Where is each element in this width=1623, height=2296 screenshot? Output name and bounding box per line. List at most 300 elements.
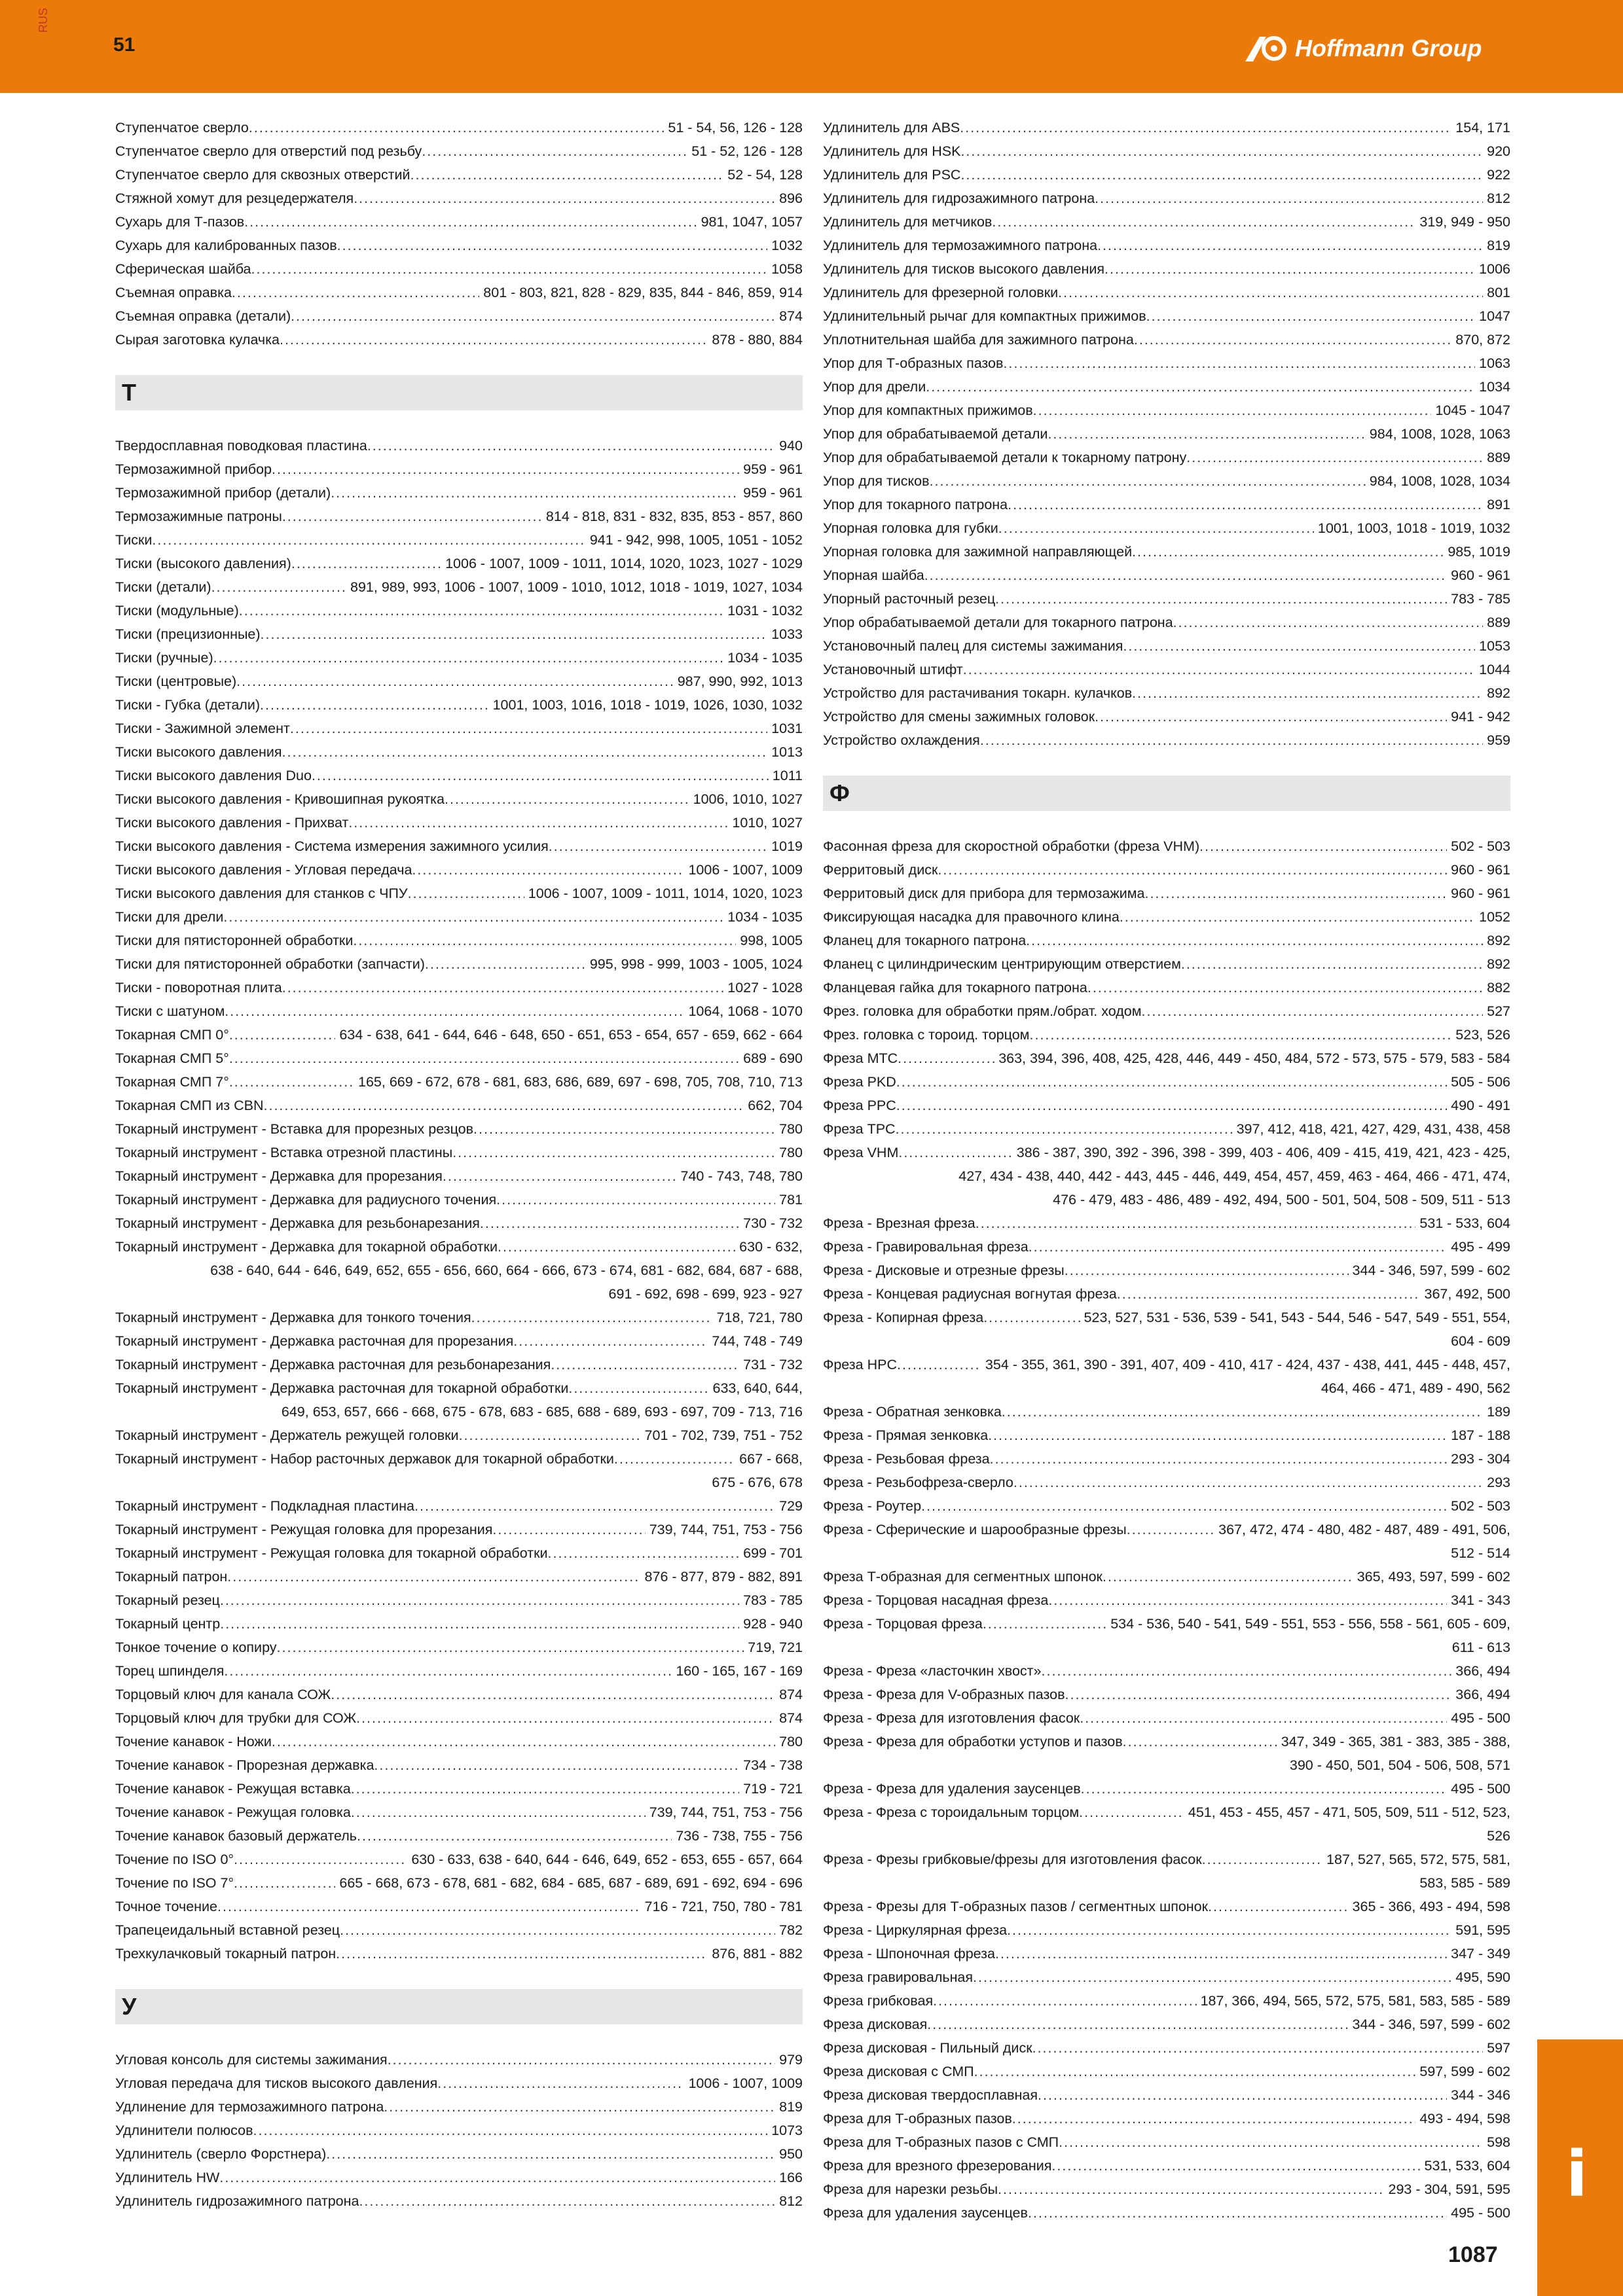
- dot-leader: [445, 787, 689, 811]
- dot-leader: [549, 834, 767, 858]
- dot-leader: [408, 882, 524, 905]
- entry-term: Фланцевая гайка для токарного патрона: [823, 980, 1087, 996]
- entry-term: Токарный инструмент - Державка для тонкого точения: [115, 1310, 471, 1325]
- entry-pages: 984, 1008, 1028, 1063: [1369, 426, 1510, 442]
- dot-leader: [614, 1447, 735, 1471]
- dot-leader: [340, 1918, 775, 1942]
- entry-pages: 1010, 1027: [732, 815, 803, 831]
- index-entry: [823, 999, 1510, 1023]
- dot-leader: [282, 976, 724, 999]
- entry-term: Фреза - Фреза для V-образных пазов: [823, 1687, 1065, 1702]
- index-entry: [115, 434, 803, 457]
- dot-leader: [229, 1047, 739, 1070]
- index-entry: [823, 2154, 1510, 2178]
- index-entry: [115, 1424, 803, 1447]
- index-entry: [823, 375, 1510, 399]
- entry-term: Токарный инструмент - Режущая головка для прорезания: [115, 1522, 493, 1537]
- dot-leader: [336, 1942, 708, 1965]
- entry-pages: 597, 599 - 602: [1419, 2064, 1510, 2079]
- entry-term: Торцовый ключ для трубки для СОЖ: [115, 1710, 357, 1726]
- entry-term: Фреза - Шпоночная фреза: [823, 1946, 995, 1962]
- entry-pages: 699 - 701: [743, 1545, 803, 1561]
- dot-leader: [1079, 1801, 1184, 1824]
- dot-leader: [498, 1235, 735, 1259]
- dot-leader: [963, 658, 1475, 681]
- entry-pages: 1053: [1479, 638, 1510, 654]
- entry-term: Фреза - Фреза для обработки уступов и пазов: [823, 1734, 1123, 1749]
- entry-term: Фреза - Фрезы грибковые/фрезы для изготовления фасок: [823, 1852, 1202, 1867]
- entry-pages: 995, 998 - 999, 1003 - 1005, 1024: [589, 956, 803, 972]
- dot-leader: [924, 564, 1447, 587]
- dot-leader: [291, 304, 775, 328]
- entry-pages: 719, 721: [748, 1640, 803, 1655]
- dot-leader: [357, 1824, 672, 1848]
- index-entry-continuation: 691 - 692, 698 - 699, 923 - 927: [608, 1286, 803, 1302]
- dot-leader: [272, 457, 739, 481]
- index-entry: [115, 1730, 803, 1753]
- entry-term: Тиски высокого давления для станков с ЧПУ: [115, 886, 408, 901]
- index-entry: [115, 787, 803, 811]
- entry-term: Ферритовый диск для прибора для термозажима: [823, 886, 1145, 901]
- dot-leader: [1003, 351, 1475, 375]
- dot-leader: [253, 2119, 768, 2142]
- index-entry: [823, 905, 1510, 929]
- entry-term: Термозажимной прибор (детали): [115, 485, 331, 501]
- entry-pages: 597: [1487, 2040, 1510, 2056]
- entry-pages: 527: [1487, 1003, 1510, 1019]
- index-entry: [823, 1306, 1510, 1329]
- section-header-f: [823, 776, 1510, 811]
- entry-pages: 397, 412, 418, 421, 427, 429, 431, 438, 458: [1236, 1121, 1510, 1137]
- index-entry: [115, 1871, 803, 1895]
- entry-term: Фреза для Т-образных пазов: [823, 2111, 1012, 2126]
- dot-leader: [1065, 1683, 1452, 1706]
- entry-pages: 165, 669 - 672, 678 - 681, 683, 686, 689, 697 - 698, 705, 708, 710, 713: [358, 1074, 803, 1090]
- index-entry: [823, 1141, 1510, 1164]
- entry-term: Тиски высокого давления - Прихват: [115, 815, 349, 831]
- entry-term: Уплотнительная шайба для зажимного патрона: [823, 332, 1134, 348]
- index-entry: [823, 1070, 1510, 1094]
- dot-leader: [282, 505, 542, 528]
- entry-term: Фреза Т-образная для сегментных шпонок: [823, 1569, 1103, 1585]
- index-entry: [115, 1023, 803, 1047]
- entry-pages: 819: [779, 2099, 803, 2115]
- index-entry: [823, 952, 1510, 976]
- entry-pages: 950: [779, 2146, 803, 2162]
- index-entry: [823, 516, 1510, 540]
- entry-pages: 716 - 721, 750, 780 - 781: [644, 1899, 803, 1914]
- index-entry: [823, 634, 1510, 658]
- entry-term: Токарный инструмент - Державка для токарной обработки: [115, 1239, 498, 1255]
- index-column-right: [823, 116, 1510, 2225]
- entry-pages: 630 - 632,: [739, 1239, 803, 1255]
- dot-leader: [220, 1612, 739, 1636]
- entry-pages: 1027 - 1028: [727, 980, 803, 996]
- dot-leader: [219, 2166, 775, 2189]
- index-entry: [823, 1094, 1510, 1117]
- dot-leader: [548, 1541, 740, 1565]
- index-entry: [115, 2119, 803, 2142]
- entry-pages: 878 - 880, 884: [712, 332, 803, 348]
- entry-pages: 870, 872: [1455, 332, 1510, 348]
- index-entry: [823, 1683, 1510, 1706]
- index-entry: [115, 1612, 803, 1636]
- index-entry: [823, 587, 1510, 611]
- entry-term: Точение канавок - Ножи: [115, 1734, 272, 1749]
- dot-leader: [1097, 234, 1483, 257]
- entry-term: Тиски для пятисторонней обработки: [115, 933, 354, 948]
- dot-leader: [990, 1447, 1448, 1471]
- entry-term: Фреза - Дисковые и отрезные фрезы: [823, 1263, 1065, 1278]
- dot-leader: [998, 2178, 1384, 2201]
- dot-leader: [568, 1376, 708, 1400]
- entry-pages: 451, 453 - 455, 457 - 471, 505, 509, 511 - 512, 523,: [1188, 1804, 1510, 1820]
- entry-term: Тиски: [115, 532, 153, 548]
- index-entry: [823, 351, 1510, 375]
- index-entry: [823, 281, 1510, 304]
- info-icon: i: [1566, 2138, 1588, 2211]
- index-entry: [823, 1565, 1510, 1588]
- index-entry: [823, 564, 1510, 587]
- index-entry: [115, 1753, 803, 1777]
- index-entry: [115, 1801, 803, 1824]
- index-entry: [115, 1235, 803, 1259]
- dot-leader: [239, 599, 723, 622]
- dot-leader: [1051, 2154, 1420, 2178]
- dot-leader: [496, 1188, 775, 1211]
- dot-leader: [1104, 257, 1475, 281]
- dot-leader: [244, 210, 697, 234]
- index-entry: [115, 1329, 803, 1353]
- entry-term: Удлинитель для термозажимного патрона: [823, 238, 1098, 253]
- entry-term: Токарный инструмент - Держатель режущей головки: [115, 1427, 459, 1443]
- index-entry: [823, 2107, 1510, 2130]
- index-entry: [823, 257, 1510, 281]
- entry-term: Тиски (центровые): [115, 673, 237, 689]
- entry-pages: 1073: [771, 2123, 803, 2138]
- index-entry: [823, 1895, 1510, 1918]
- entry-term: Съемная оправка: [115, 285, 232, 300]
- entry-term: Токарный инструмент - Набор расточных державок для токарной обработки: [115, 1451, 614, 1467]
- entry-term: Фреза - Резьбовая фреза: [823, 1451, 990, 1467]
- index-entry: [823, 139, 1510, 163]
- entry-term: Фреза гравировальная: [823, 1969, 974, 1985]
- index-entry: [115, 1683, 803, 1706]
- dot-leader: [1013, 1471, 1483, 1494]
- index-entry: [823, 2013, 1510, 2036]
- index-entry: [115, 163, 803, 187]
- entry-pages: 812: [779, 2193, 803, 2209]
- dot-leader: [229, 1023, 336, 1047]
- index-entry: [115, 882, 803, 905]
- entry-term: Сырая заготовка кулачка: [115, 332, 280, 348]
- entry-term: Фреза VHM: [823, 1145, 899, 1160]
- index-entry: [115, 2048, 803, 2072]
- index-entry: [823, 1259, 1510, 1282]
- entry-pages: 928 - 940: [743, 1616, 803, 1632]
- index-entry: [823, 2201, 1510, 2225]
- entry-pages: 979: [779, 2052, 803, 2068]
- entry-pages: 1034 - 1035: [727, 909, 803, 925]
- index-entry: [115, 999, 803, 1023]
- entry-term: Фреза для удаления заусенцев: [823, 2205, 1028, 2221]
- entry-term: Токарный инструмент - Режущая головка для токарной обработки: [115, 1545, 548, 1561]
- dot-leader: [331, 1683, 775, 1706]
- entry-pages: 719 - 721: [743, 1781, 803, 1797]
- index-entry-continuation: 604 - 609: [1451, 1333, 1510, 1349]
- entry-pages: 1006: [1479, 261, 1510, 277]
- dot-leader: [933, 1989, 1197, 2013]
- entry-pages: 367, 472, 474 - 480, 482 - 487, 489 - 491, 506,: [1218, 1522, 1510, 1537]
- entry-term: Ферритовый диск: [823, 862, 938, 878]
- dot-leader: [326, 2142, 775, 2166]
- dot-leader: [264, 1094, 744, 1117]
- entry-pages: 1034: [1479, 379, 1510, 395]
- index-entry: [115, 858, 803, 882]
- dot-leader: [337, 234, 768, 257]
- entry-term: Съемная оправка (детали): [115, 308, 291, 324]
- language-code: RUS: [37, 7, 50, 33]
- dot-leader: [1186, 446, 1483, 469]
- entry-pages: 367, 492, 500: [1424, 1286, 1510, 1302]
- entry-pages: 495 - 500: [1451, 1781, 1510, 1797]
- entry-term: Фреза - Фреза с тороидальным торцом: [823, 1804, 1080, 1820]
- entry-term: Устройство охлаждения: [823, 732, 980, 748]
- dot-leader: [983, 1612, 1106, 1636]
- index-entry: [823, 1117, 1510, 1141]
- dot-leader: [898, 1141, 1012, 1164]
- entry-pages: 780: [779, 1121, 803, 1137]
- entry-pages: 354 - 355, 361, 390 - 391, 407, 409 - 410, 417 - 424, 437 - 438, 441, 445 - 448, 457,: [985, 1357, 1510, 1372]
- entry-term: Упор для компактных прижимов: [823, 403, 1033, 418]
- index-entry: [823, 1942, 1510, 1965]
- index-entry: [115, 740, 803, 764]
- dot-leader: [249, 116, 665, 139]
- entry-term: Фреза - Обратная зенковка: [823, 1404, 1002, 1420]
- index-entry: [115, 1353, 803, 1376]
- entry-term: Удлинитель для PSC: [823, 167, 961, 183]
- entry-pages: 495 - 499: [1451, 1239, 1510, 1255]
- index-entry: [115, 552, 803, 575]
- entry-term: Стяжной хомут для резцедержателя: [115, 190, 354, 206]
- index-entry: [115, 2166, 803, 2189]
- entry-term: Фреза MTC: [823, 1050, 898, 1066]
- index-entry: [115, 1188, 803, 1211]
- dot-leader: [1012, 2107, 1416, 2130]
- index-entry: [115, 1141, 803, 1164]
- entry-term: Точение канавок - Режущая головка: [115, 1804, 351, 1820]
- index-entry: [823, 1989, 1510, 2013]
- dot-leader: [354, 187, 775, 210]
- section-letter: Т: [122, 379, 136, 406]
- index-entry: [115, 905, 803, 929]
- index-entry: [823, 1659, 1510, 1683]
- dot-leader: [1048, 1588, 1447, 1612]
- entry-pages: 781: [779, 1192, 803, 1208]
- entry-term: Торцовый ключ для канала СОЖ: [115, 1687, 331, 1702]
- entry-term: Фреза дисковая: [823, 2017, 928, 2032]
- dot-leader: [1123, 634, 1475, 658]
- dot-leader: [425, 952, 586, 976]
- entry-term: Удлинитель для ABS: [823, 120, 960, 135]
- dot-leader: [1032, 2036, 1484, 2060]
- dot-leader: [1042, 1659, 1452, 1683]
- entry-term: Токарный резец: [115, 1592, 220, 1608]
- index-entry: [823, 328, 1510, 351]
- index-entry-continuation: 512 - 514: [1451, 1545, 1510, 1561]
- dot-leader: [229, 1070, 354, 1094]
- index-entry: [115, 1070, 803, 1094]
- entry-pages: 366, 494: [1455, 1663, 1510, 1679]
- entry-term: Упорная головка для зажимной направляющей: [823, 544, 1133, 560]
- dot-leader: [1038, 2083, 1447, 2107]
- entry-term: Упор для обрабатываемой детали: [823, 426, 1048, 442]
- dot-leader: [976, 1211, 1416, 1235]
- entry-term: Ступенчатое сверло для сквозных отверстий: [115, 167, 410, 183]
- entry-term: Торец шпинделя: [115, 1663, 225, 1679]
- dot-leader: [367, 434, 775, 457]
- brand-logo: [1244, 33, 1482, 64]
- entry-pages: 293 - 304, 591, 595: [1388, 2181, 1510, 2197]
- dot-leader: [374, 1753, 739, 1777]
- dot-leader: [926, 375, 1475, 399]
- entry-pages: 365 - 366, 493 - 494, 598: [1352, 1899, 1510, 1914]
- dot-leader: [1123, 1730, 1277, 1753]
- index-entry: [823, 1447, 1510, 1471]
- entry-term: Угловая передача для тисков высокого давления: [115, 2075, 438, 2091]
- index-entry: [115, 1706, 803, 1730]
- entry-term: Фреза для врезного фрезерования: [823, 2158, 1052, 2174]
- entry-pages: 801: [1487, 285, 1510, 300]
- entry-pages: 889: [1487, 450, 1510, 465]
- entry-pages: 985, 1019: [1448, 544, 1510, 560]
- index-entry: [115, 1211, 803, 1235]
- index-entry-continuation: 583, 585 - 589: [1419, 1875, 1510, 1891]
- entry-term: Токарный инструмент - Державка расточная для резьбонарезания: [115, 1357, 551, 1372]
- entry-pages: 960 - 961: [1451, 886, 1510, 901]
- entry-term: Токарная СМП 7°: [115, 1074, 229, 1090]
- entry-pages: 386 - 387, 390, 392 - 396, 398 - 399, 403 - 406, 409 - 415, 419, 421, 423 - 425,: [1016, 1145, 1510, 1160]
- entry-pages: 341 - 343: [1451, 1592, 1510, 1608]
- index-entry: [115, 2142, 803, 2166]
- dot-leader: [995, 587, 1447, 611]
- entry-pages: 523, 526: [1455, 1027, 1510, 1043]
- entry-pages: 874: [779, 308, 803, 324]
- index-entry: [115, 952, 803, 976]
- dot-leader: [1002, 1400, 1483, 1424]
- entry-pages: 1058: [771, 261, 803, 277]
- dot-leader: [1048, 422, 1365, 446]
- entry-pages: 531, 533, 604: [1424, 2158, 1510, 2174]
- entry-term: Точение канавок базовый держатель: [115, 1828, 357, 1844]
- index-entry-continuation: 464, 466 - 471, 489 - 490, 562: [1321, 1380, 1510, 1396]
- entry-term: Ступенчатое сверло: [115, 120, 249, 135]
- index-entry: [115, 929, 803, 952]
- entry-pages: 495 - 500: [1451, 2205, 1510, 2221]
- entry-pages: 490 - 491: [1451, 1098, 1510, 1113]
- dot-leader: [960, 163, 1483, 187]
- dot-leader: [1103, 1565, 1353, 1588]
- entry-pages: 940: [779, 438, 803, 454]
- index-entry: [115, 2095, 803, 2119]
- index-entry: [823, 858, 1510, 882]
- dot-leader: [437, 2072, 684, 2095]
- chapter-number: 51: [113, 34, 136, 56]
- entry-pages: 874: [779, 1710, 803, 1726]
- dot-leader: [983, 1306, 1080, 1329]
- entry-term: Тиски для пятисторонней обработки (запчасти): [115, 956, 425, 972]
- entry-pages: 730 - 732: [743, 1215, 803, 1231]
- entry-term: Тиски (ручные): [115, 650, 213, 666]
- entry-term: Фреза - Прямая зенковка: [823, 1427, 989, 1443]
- index-group: [823, 116, 1510, 752]
- index-entry: [115, 599, 803, 622]
- dot-leader: [277, 1636, 744, 1659]
- dot-leader: [473, 1117, 775, 1141]
- index-entry: [115, 304, 803, 328]
- entry-pages: 344 - 346: [1451, 2087, 1510, 2103]
- entry-term: Тиски высокого давления - Угловая передача: [115, 862, 412, 878]
- entry-pages: 1031 - 1032: [727, 603, 803, 619]
- index-entry: [823, 304, 1510, 328]
- index-entry-continuation: 427, 434 - 438, 440, 442 - 443, 445 - 446, 449, 454, 457, 459, 463 - 464, 466 - 471, 474,: [958, 1168, 1510, 1184]
- entry-term: Тиски - поворотная плита: [115, 980, 282, 996]
- entry-term: Упор для Т-образных пазов: [823, 355, 1004, 371]
- entry-pages: 780: [779, 1734, 803, 1749]
- section-header-u: [115, 1989, 803, 2024]
- dot-leader: [236, 670, 674, 693]
- index-entry: [115, 1447, 803, 1471]
- entry-term: Тиски для дрели: [115, 909, 224, 925]
- entry-pages: 598: [1487, 2134, 1510, 2150]
- entry-pages: 740 - 743, 748, 780: [680, 1168, 803, 1184]
- dot-leader: [232, 281, 479, 304]
- entry-pages: 534 - 536, 540 - 541, 549 - 551, 553 - 556, 558 - 561, 605 - 609,: [1110, 1616, 1510, 1632]
- entry-pages: 981, 1047, 1057: [701, 214, 803, 230]
- entry-term: Фреза - Роутер: [823, 1498, 922, 1514]
- entry-term: Удлинитель HW: [115, 2170, 220, 2185]
- dot-leader: [351, 1777, 739, 1801]
- index-entry: [115, 811, 803, 834]
- entry-pages: 51 - 54, 56, 126 - 128: [668, 120, 803, 135]
- entry-pages: 363, 394, 396, 408, 425, 428, 446, 449 - 450, 484, 572 - 573, 575 - 579, 583 - 584: [998, 1050, 1510, 1066]
- hoffmann-logo-icon: [1244, 33, 1288, 64]
- entry-pages: 591, 595: [1455, 1922, 1510, 1938]
- index-entry: [823, 1211, 1510, 1235]
- entry-pages: 736 - 738, 755 - 756: [676, 1828, 803, 1844]
- entry-pages: 1013: [771, 744, 803, 760]
- entry-pages: 896: [779, 190, 803, 206]
- entry-pages: 531 - 533, 604: [1419, 1215, 1510, 1231]
- entry-pages: 718, 721, 780: [716, 1310, 803, 1325]
- index-entry: [823, 493, 1510, 516]
- entry-pages: 1011: [772, 768, 803, 783]
- dot-leader: [351, 1801, 646, 1824]
- entry-term: Фреза - Копирная фреза: [823, 1310, 984, 1325]
- entry-term: Упор для дрели: [823, 379, 926, 395]
- entry-term: Фреза - Резьбофреза-сверло: [823, 1475, 1013, 1490]
- index-entry: [115, 693, 803, 717]
- index-entry-continuation: 476 - 479, 483 - 486, 489 - 492, 494, 500 - 501, 504, 508 - 509, 511 - 513: [1053, 1192, 1510, 1208]
- entry-pages: 814 - 818, 831 - 832, 835, 853 - 857, 860: [545, 509, 803, 524]
- dot-leader: [1058, 281, 1483, 304]
- dot-leader: [897, 1353, 981, 1376]
- entry-term: Удлинитель для метчиков: [823, 214, 993, 230]
- index-column-left: [115, 116, 803, 2213]
- entry-pages: 52 - 54, 128: [727, 167, 803, 183]
- entry-term: Фреза дисковая с СМП: [823, 2064, 974, 2079]
- index-entry: [115, 834, 803, 858]
